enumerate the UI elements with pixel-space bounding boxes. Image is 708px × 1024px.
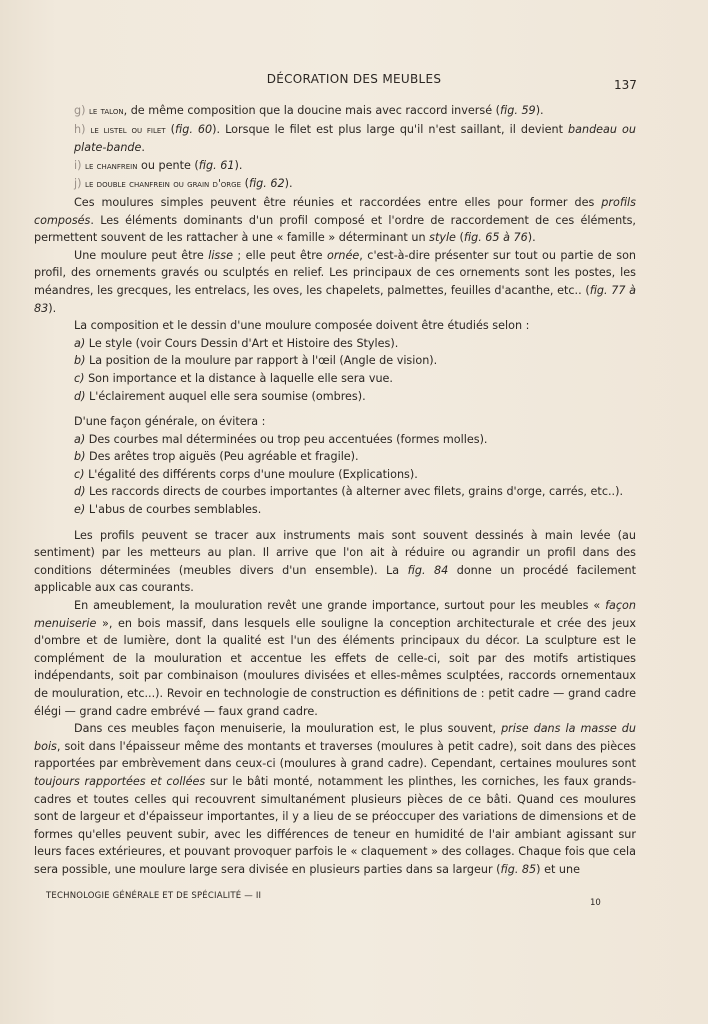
list-item: d) Les raccords directs de courbes importantes (à alterner avec filets, grains d'orge, carrés, etc..). bbox=[74, 485, 624, 499]
body-text bbox=[34, 102, 636, 879]
moulure-item: g) le talon, de même composition que la doucine mais avec raccord inversé (fig. 59). bbox=[74, 104, 544, 117]
paragraph-profils: Ces moulures simples peuvent être réunies et raccordées entre elles pour former des profils composés. Les éléments dominants d'un profil composé et l'ordre de raccordement de ces éléments, permettent souvent de les rattacher à une « famille » déterminant un style (fig. 65 à 76). bbox=[34, 195, 636, 245]
page-title: DÉCORATION DES MEUBLES bbox=[266, 72, 442, 86]
paragraph-ameublement: En ameublement, la mouluration revêt une grande importance, surtout pour les meubles « façon menuiserie », en bois massif, dans lesquels elle souligne la conception architecturale et crée des jeux d'ombre et de lumière, dont la qualité est l'un des éléments principaux du décor. La sculpture est le complément de la mouluration et accentue les effets de celle-ci, soit par des motifs artistiques indépendants, soit par combinaison (moulures divisées et elles-mêmes sculptées, raccords ornementaux de mouluration, etc...). Revoir en technologie de construction es définitions de : petit cadre — grand cadre élégi — grand cadre embrévé — faux grand cadre. bbox=[34, 599, 636, 718]
list-item: a) Le style (voir Cours Dessin d'Art et Histoire des Styles). bbox=[74, 336, 399, 350]
paragraph-composition: La composition et le dessin d'une moulure composée doivent être étudiés selon : bbox=[74, 319, 530, 333]
list-item: c) Son importance et la distance à laquelle elle sera vue. bbox=[74, 371, 393, 385]
paragraph-tracer: Les profils peuvent se tracer aux instruments mais sont souvent dessinés à main levée (au sentiment) par les metteurs au plan. Il arrive que l'on ait à réduire ou agrandir un profil dans des conditions déterminées (meubles divers d'un ensemble). La fig. 84 donne un procédé facilement applicable aux cas courants. bbox=[34, 528, 636, 595]
list-item: c) L'égalité des différents corps d'une moulure (Explications). bbox=[74, 467, 418, 481]
page-number: 137 bbox=[614, 78, 637, 92]
moulure-item: i) le chanfrein ou pente (fig. 61). bbox=[74, 158, 243, 172]
paragraph-eviter: D'une façon générale, on évitera : bbox=[74, 415, 266, 429]
list-item: e) L'abus de courbes semblables. bbox=[74, 503, 262, 517]
list-item: b) La position de la moulure par rapport à l'œil (Angle de vision). bbox=[74, 354, 438, 368]
footer-signature-number: 10 bbox=[590, 898, 601, 908]
list-item: d) L'éclairement auquel elle sera soumise (ombres). bbox=[74, 389, 366, 403]
moulure-item: j) le double chanfrein ou grain d'orge (fig. 62). bbox=[74, 177, 293, 191]
list-item: a) Des courbes mal déterminées ou trop peu accentuées (formes molles). bbox=[74, 432, 488, 446]
moulure-item: h) le listel ou filet (fig. 60). Lorsque le filet est plus large qu'il n'est saillant, il devient bandeau ou plate-bande. bbox=[74, 122, 636, 155]
paragraph-ornee: Une moulure peut être lisse ; elle peut être ornée, c'est-à-dire présenter sur tout ou partie de son profil, des ornements gravés ou sculptés en relief. Les principaux de ces ornements sont les postes, les méandres, les grecques, les entrelacs, les oves, les chapelets, palmettes, feuilles d'acanthe, etc.. (fig. 77 à 83). bbox=[34, 248, 637, 315]
footer-book-title: TECHNOLOGIE GÉNÉRALE ET DE SPÉCIALITÉ — II bbox=[46, 891, 262, 901]
list-item: b) Des arêtes trop aiguës (Peu agréable et fragile). bbox=[74, 450, 359, 464]
paragraph-menuiserie: Dans ces meubles façon menuiserie, la mouluration est, le plus souvent, prise dans la masse du bois, soit dans l'épaisseur même des montants et traverses (moulures à petit cadre), soit dans des pièces rapportées par embrèvement dans ceux-ci (moulures à grand cadre). Cependant, certaines moulures sont toujours rapportées et collées sur le bâti monté, notamment les plinthes, les corniches, les faux grands-cadres et toutes celles qui recouvrent simultanément plusieurs pièces de ce bâti. Quand ces moulures sont de largeur et d'épaisseur importantes, il y a lieu de se préoccuper des variations de dimensions et de formes qu'elles peuvent subir, avec les différences de teneur en humidité de l'air ambiant agissant sur leurs faces extérieures, et pouvant provoquer parfois le « claquement » des collages. Chaque fois que cela sera possible, une moulure large sera divisée en plusieurs parties dans sa largeur (fig. 85) et une bbox=[34, 722, 636, 876]
